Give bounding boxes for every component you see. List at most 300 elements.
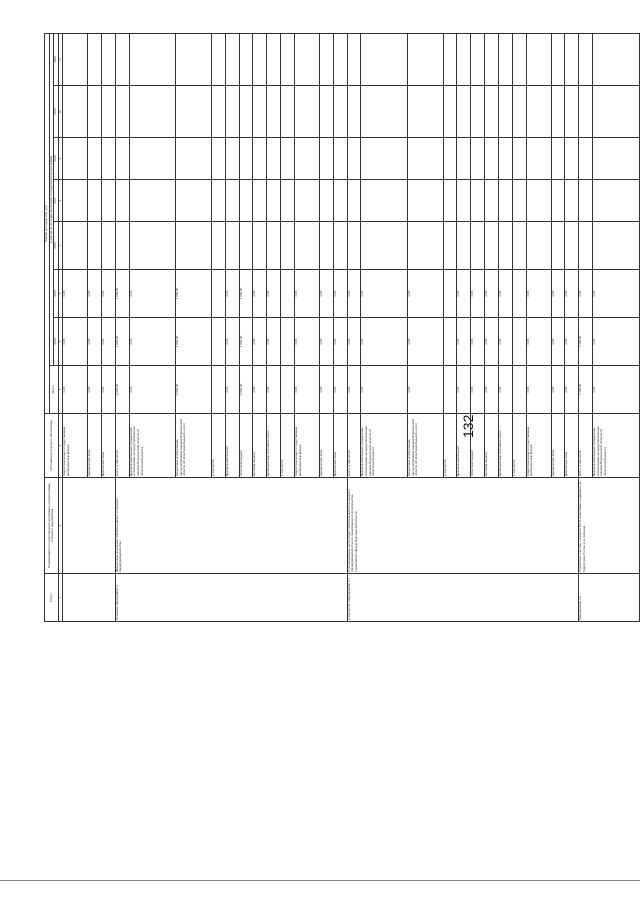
total-cell: 0,00 xyxy=(253,366,267,414)
header-col-number: 4 xyxy=(58,366,63,414)
total-cell: 0,00 xyxy=(457,366,471,414)
year-2014-cell: 1 820,00 xyxy=(176,318,212,366)
empty-cell xyxy=(211,33,225,85)
total-cell: 0,00 xyxy=(63,366,88,414)
empty-cell xyxy=(88,138,102,180)
empty-cell xyxy=(565,138,579,180)
empty-cell xyxy=(471,138,485,180)
source-cell: всего, в том числе: xyxy=(115,414,129,478)
empty-cell xyxy=(333,33,347,85)
empty-cell xyxy=(88,180,102,222)
year-2014-cell: 0,00 xyxy=(499,318,513,366)
total-cell: 0,00 xyxy=(88,366,102,414)
empty-cell xyxy=(443,138,457,180)
program-name-cell: Финансовая поддержка субъектов малого и среднего предпринимательства. xyxy=(115,478,347,574)
empty-cell xyxy=(593,33,640,85)
year-2015-cell: 0,00 xyxy=(267,270,281,318)
empty-cell xyxy=(471,33,485,85)
empty-cell xyxy=(407,86,443,138)
year-2015-cell xyxy=(443,270,457,318)
empty-cell xyxy=(267,138,281,180)
empty-cell xyxy=(347,222,361,270)
year-2014-cell: 0,00 xyxy=(347,318,361,366)
empty-cell xyxy=(176,138,212,180)
header-col-number: 6 xyxy=(58,270,63,318)
year-2014-cell: 0,00 xyxy=(471,318,485,366)
empty-cell xyxy=(253,180,267,222)
empty-cell xyxy=(253,86,267,138)
year-2014-cell: 0,00 xyxy=(333,318,347,366)
empty-cell xyxy=(347,86,361,138)
year-2014-cell: 1 500,00 xyxy=(579,318,593,366)
source-cell: юридические лица xyxy=(319,414,333,478)
year-2015-cell: 0,00 xyxy=(295,270,320,318)
header-name: Наименование государственной программы, подпрограммы, основного мероприятия xyxy=(45,478,59,574)
source-cell: территориальные государственные внебюджетные фонды xyxy=(526,414,551,478)
empty-cell xyxy=(253,138,267,180)
empty-cell xyxy=(565,86,579,138)
year-2014-cell: 0,00 xyxy=(565,318,579,366)
empty-cell xyxy=(471,180,485,222)
empty-cell xyxy=(239,138,253,180)
source-cell: федеральный бюджет xyxy=(225,414,239,478)
empty-cell xyxy=(457,138,471,180)
status-cell: Мероприятие 3.2 xyxy=(579,574,640,622)
empty-cell xyxy=(526,138,551,180)
empty-cell xyxy=(115,222,129,270)
empty-cell xyxy=(579,33,593,85)
total-cell: 0,00 xyxy=(499,366,513,414)
page-bottom-rule xyxy=(0,880,640,881)
total-cell: 0,00 xyxy=(129,366,175,414)
total-cell xyxy=(281,366,295,414)
source-cell: всего, в том числе: xyxy=(347,414,361,478)
empty-cell xyxy=(333,180,347,222)
source-cell: в том числе: xyxy=(281,414,295,478)
source-cell: юридические лица xyxy=(551,414,565,478)
empty-cell xyxy=(176,86,212,138)
source-cell: внебюджетные источники, всего xyxy=(267,414,281,478)
header-estimate: Оценка расходов, тыс. руб. xyxy=(45,33,50,413)
source-cell: в том числе: xyxy=(512,414,526,478)
year-2015-cell: 0,00 xyxy=(485,270,499,318)
source-cell: местный бюджет xyxy=(253,414,267,478)
empty-cell xyxy=(512,138,526,180)
empty-cell xyxy=(565,180,579,222)
empty-cell xyxy=(526,222,551,270)
empty-cell xyxy=(361,138,407,180)
empty-cell xyxy=(565,222,579,270)
year-2014-cell xyxy=(281,318,295,366)
year-2015-cell: 0,00 xyxy=(593,270,640,318)
header-incl: в том числе по годам реализации государственной программы xyxy=(49,33,54,365)
empty-cell xyxy=(471,222,485,270)
empty-cell xyxy=(512,180,526,222)
empty-cell xyxy=(176,222,212,270)
empty-cell xyxy=(115,180,129,222)
total-cell: 0,00 xyxy=(361,366,407,414)
empty-cell xyxy=(129,138,175,180)
empty-cell xyxy=(225,222,239,270)
budget-table-container xyxy=(44,34,640,622)
empty-cell xyxy=(115,33,129,85)
empty-cell xyxy=(407,222,443,270)
source-cell: внебюджетные источники, всего xyxy=(499,414,513,478)
empty-cell xyxy=(443,33,457,85)
source-cell: федеральный бюджет (бюджетные ассигнования, не предусмотренные законом Воронежской области об областном бюджете) xyxy=(129,414,175,478)
total-cell: 0,00 xyxy=(319,366,333,414)
empty-cell xyxy=(407,33,443,85)
total-cell: 0,00 xyxy=(526,366,551,414)
total-cell xyxy=(443,366,457,414)
status-cell xyxy=(63,574,116,622)
year-2014-cell: 0,00 xyxy=(88,318,102,366)
empty-cell xyxy=(347,138,361,180)
year-2014-cell: 0,00 xyxy=(593,318,640,366)
empty-cell xyxy=(579,86,593,138)
source-cell: в том числе: xyxy=(443,414,457,478)
empty-cell xyxy=(63,180,88,222)
empty-cell xyxy=(319,222,333,270)
empty-cell xyxy=(211,222,225,270)
year-2014-cell xyxy=(211,318,225,366)
empty-cell xyxy=(593,86,640,138)
empty-cell xyxy=(295,33,320,85)
year-2014-cell xyxy=(443,318,457,366)
source-cell: бюджетные ассигнования, предусмотренные законом Воронежской области об областном бюджете, всего xyxy=(176,414,212,478)
empty-cell xyxy=(281,138,295,180)
empty-cell xyxy=(499,33,513,85)
year-2014-cell: 0,00 xyxy=(551,318,565,366)
total-cell: 2 820,00 xyxy=(239,366,253,414)
year-2015-cell: 0,00 xyxy=(88,270,102,318)
year-2015-cell xyxy=(281,270,295,318)
empty-cell xyxy=(295,86,320,138)
empty-cell xyxy=(267,86,281,138)
empty-cell xyxy=(129,180,175,222)
total-cell: 0,00 xyxy=(225,366,239,414)
year-2015-cell: 0,00 xyxy=(551,270,565,318)
empty-cell xyxy=(485,138,499,180)
empty-cell xyxy=(225,33,239,85)
source-cell: физические лица xyxy=(102,414,116,478)
empty-cell xyxy=(593,138,640,180)
empty-cell xyxy=(407,180,443,222)
source-cell: федеральный бюджет xyxy=(457,414,471,478)
empty-cell xyxy=(471,86,485,138)
year-2014-cell: 0,00 xyxy=(457,318,471,366)
empty-cell xyxy=(485,180,499,222)
total-cell: 0,00 xyxy=(267,366,281,414)
header-col-number: 9 xyxy=(58,138,63,180)
year-2015-cell: 0,00 xyxy=(347,270,361,318)
year-2014-cell: 0,00 xyxy=(129,318,175,366)
total-cell xyxy=(211,366,225,414)
header-year: 2018 xyxy=(54,138,59,180)
header-col-number: 8 xyxy=(58,180,63,222)
empty-cell xyxy=(102,222,116,270)
empty-cell xyxy=(253,222,267,270)
source-cell: федеральный бюджет (бюджетные ассигнования, не предусмотренные законом Воронежской области об областном бюджете) xyxy=(593,414,640,478)
empty-cell xyxy=(281,33,295,85)
empty-cell xyxy=(319,33,333,85)
year-2015-cell: 0,00 xyxy=(225,270,239,318)
year-2014-cell xyxy=(512,318,526,366)
year-2014-cell: 1 820,00 xyxy=(115,318,129,366)
empty-cell xyxy=(129,33,175,85)
year-2015-cell: 0,00 xyxy=(253,270,267,318)
total-cell: 0,00 xyxy=(333,366,347,414)
empty-cell xyxy=(443,222,457,270)
empty-cell xyxy=(176,33,212,85)
source-cell: местный бюджет xyxy=(485,414,499,478)
year-2014-cell: 0,00 xyxy=(407,318,443,366)
total-cell: 0,00 xyxy=(347,366,361,414)
empty-cell xyxy=(102,86,116,138)
empty-cell xyxy=(88,222,102,270)
empty-cell xyxy=(551,180,565,222)
empty-cell xyxy=(63,86,88,138)
table-row xyxy=(63,33,88,621)
source-cell: всего, в том числе: xyxy=(579,414,593,478)
empty-cell xyxy=(347,180,361,222)
year-2014-cell: 0,00 xyxy=(225,318,239,366)
header-year: 2020 xyxy=(54,33,59,85)
empty-cell xyxy=(281,222,295,270)
empty-cell xyxy=(333,138,347,180)
total-cell: 0,00 xyxy=(593,366,640,414)
empty-cell xyxy=(551,86,565,138)
empty-cell xyxy=(281,180,295,222)
empty-cell xyxy=(512,86,526,138)
year-2015-cell: 0,00 xyxy=(471,270,485,318)
year-2014-cell: 0,00 xyxy=(267,318,281,366)
empty-cell xyxy=(526,86,551,138)
source-cell: федеральный бюджет (бюджетные ассигнования, не предусмотренные законом Воронежской области об областном бюджете) xyxy=(361,414,407,478)
empty-cell xyxy=(499,222,513,270)
header-year: 2015 xyxy=(54,270,59,318)
empty-cell xyxy=(253,33,267,85)
year-2015-cell: 0,00 xyxy=(333,270,347,318)
empty-cell xyxy=(102,138,116,180)
total-cell: 0,00 xyxy=(295,366,320,414)
empty-cell xyxy=(176,180,212,222)
year-2014-cell: 0,00 xyxy=(361,318,407,366)
source-cell: бюджетные ассигнования, предусмотренные законом Воронежской области об областном бюджете, всего xyxy=(407,414,443,478)
empty-cell xyxy=(129,86,175,138)
page-number: 132 xyxy=(460,414,476,438)
year-2015-cell xyxy=(512,270,526,318)
empty-cell xyxy=(129,222,175,270)
year-2015-cell: 0,00 xyxy=(579,270,593,318)
year-2015-cell: 0,00 xyxy=(499,270,513,318)
empty-cell xyxy=(361,33,407,85)
total-cell xyxy=(512,366,526,414)
empty-cell xyxy=(333,222,347,270)
empty-cell xyxy=(239,33,253,85)
empty-cell xyxy=(593,180,640,222)
year-2014-cell: 0,00 xyxy=(253,318,267,366)
empty-cell xyxy=(63,222,88,270)
header-year: 2016 xyxy=(54,222,59,270)
empty-cell xyxy=(319,180,333,222)
year-2014-cell: 0,00 xyxy=(102,318,116,366)
empty-cell xyxy=(295,222,320,270)
year-2015-cell: 1 000,00 xyxy=(115,270,129,318)
empty-cell xyxy=(225,180,239,222)
empty-cell xyxy=(333,86,347,138)
header-year: 2019 xyxy=(54,86,59,138)
total-cell: 0,00 xyxy=(565,366,579,414)
empty-cell xyxy=(457,86,471,138)
empty-cell xyxy=(295,180,320,222)
empty-cell xyxy=(361,86,407,138)
total-cell: 1 500,00 xyxy=(579,366,593,414)
header-source: Источники ресурсного обеспечения xyxy=(45,414,59,478)
empty-cell xyxy=(115,138,129,180)
year-2015-cell: 0,00 xyxy=(63,270,88,318)
source-cell: юридические лица xyxy=(88,414,102,478)
empty-cell xyxy=(499,86,513,138)
year-2015-cell: 0,00 xyxy=(457,270,471,318)
empty-cell xyxy=(512,222,526,270)
total-cell: 0,00 xyxy=(407,366,443,414)
empty-cell xyxy=(88,33,102,85)
header-status: Статус xyxy=(45,574,59,622)
empty-cell xyxy=(239,86,253,138)
empty-cell xyxy=(347,33,361,85)
total-cell: 0,00 xyxy=(102,366,116,414)
header-col-number: 10 xyxy=(58,86,63,138)
empty-cell xyxy=(499,138,513,180)
empty-cell xyxy=(88,86,102,138)
empty-cell xyxy=(551,138,565,180)
year-2015-cell: 1 000,00 xyxy=(239,270,253,318)
header-col-number: 7 xyxy=(58,222,63,270)
year-2015-cell: 0,00 xyxy=(319,270,333,318)
header-col-number: 3 xyxy=(58,414,63,478)
year-2014-cell: 0,00 xyxy=(319,318,333,366)
empty-cell xyxy=(115,86,129,138)
year-2015-cell: 0,00 xyxy=(129,270,175,318)
year-2015-cell: 0,00 xyxy=(526,270,551,318)
empty-cell xyxy=(225,138,239,180)
empty-cell xyxy=(267,222,281,270)
empty-cell xyxy=(579,138,593,180)
empty-cell xyxy=(295,138,320,180)
year-2015-cell: 0,00 xyxy=(565,270,579,318)
source-cell: территориальные государственные внебюджетные фонды xyxy=(295,414,320,478)
empty-cell xyxy=(211,138,225,180)
empty-cell xyxy=(551,222,565,270)
empty-cell xyxy=(102,180,116,222)
total-cell: 2 820,00 xyxy=(115,366,129,414)
program-name-cell xyxy=(63,478,116,574)
header-col-number: 11 xyxy=(58,33,63,85)
empty-cell xyxy=(239,222,253,270)
header-year: 2017 xyxy=(54,180,59,222)
year-2015-cell: 0,00 xyxy=(102,270,116,318)
empty-cell xyxy=(407,138,443,180)
source-cell: физические лица xyxy=(565,414,579,478)
header-col-number: 1 xyxy=(58,574,63,622)
year-2014-cell: 0,00 xyxy=(295,318,320,366)
empty-cell xyxy=(565,33,579,85)
empty-cell xyxy=(579,222,593,270)
empty-cell xyxy=(499,180,513,222)
empty-cell xyxy=(485,222,499,270)
header-col-number: 5 xyxy=(58,318,63,366)
header-col-number: 2 xyxy=(58,478,63,574)
empty-cell xyxy=(457,222,471,270)
total-cell: 0,00 xyxy=(551,366,565,414)
header-total: Всего xyxy=(49,366,58,414)
empty-cell xyxy=(526,33,551,85)
empty-cell xyxy=(526,180,551,222)
total-cell: 0,00 xyxy=(485,366,499,414)
empty-cell xyxy=(551,33,565,85)
empty-cell xyxy=(443,180,457,222)
empty-cell xyxy=(485,86,499,138)
empty-cell xyxy=(593,222,640,270)
table-row xyxy=(347,33,361,621)
year-2015-cell: 1 000,00 xyxy=(176,270,212,318)
year-2015-cell xyxy=(211,270,225,318)
empty-cell xyxy=(512,33,526,85)
empty-cell xyxy=(485,33,499,85)
empty-cell xyxy=(457,33,471,85)
empty-cell xyxy=(281,86,295,138)
empty-cell xyxy=(319,86,333,138)
empty-cell xyxy=(361,222,407,270)
empty-cell xyxy=(579,180,593,222)
empty-cell xyxy=(63,138,88,180)
total-cell: 0,00 xyxy=(471,366,485,414)
empty-cell xyxy=(225,86,239,138)
status-cell: в том числе: Мероприятие 3.1 xyxy=(347,574,579,622)
empty-cell xyxy=(267,33,281,85)
table-row xyxy=(115,33,129,621)
status-cell: Основное мероприятие 3 xyxy=(115,574,347,622)
source-cell: областной бюджет xyxy=(239,414,253,478)
empty-cell xyxy=(443,86,457,138)
empty-cell xyxy=(319,138,333,180)
source-cell: в том числе: xyxy=(211,414,225,478)
year-2015-cell: 0,00 xyxy=(407,270,443,318)
year-2015-cell: 0,00 xyxy=(361,270,407,318)
empty-cell xyxy=(267,180,281,222)
source-cell: физические лица xyxy=(333,414,347,478)
year-2014-cell: 0,00 xyxy=(526,318,551,366)
program-name-cell: Субсидирование части затрат субъектов малого и среднего предпринимательства по привлечению поручительства Гарантийного фонда Воронежской области xyxy=(347,478,579,574)
empty-cell xyxy=(361,180,407,222)
year-2014-cell: 0,00 xyxy=(63,318,88,366)
empty-cell xyxy=(239,180,253,222)
source-cell: областной бюджет xyxy=(471,414,485,478)
total-cell: 2 820,00 xyxy=(176,366,212,414)
empty-cell xyxy=(457,180,471,222)
table-row xyxy=(579,33,593,621)
budget-table xyxy=(44,33,640,622)
source-cell: территориальные государственные внебюджетные фонды xyxy=(63,414,88,478)
year-2014-cell: 1 820,00 xyxy=(239,318,253,366)
empty-cell xyxy=(63,33,88,85)
year-2014-cell: 0,00 xyxy=(485,318,499,366)
empty-cell xyxy=(102,33,116,85)
empty-cell xyxy=(211,180,225,222)
header-year: 2014 xyxy=(54,318,59,366)
empty-cell xyxy=(211,86,225,138)
